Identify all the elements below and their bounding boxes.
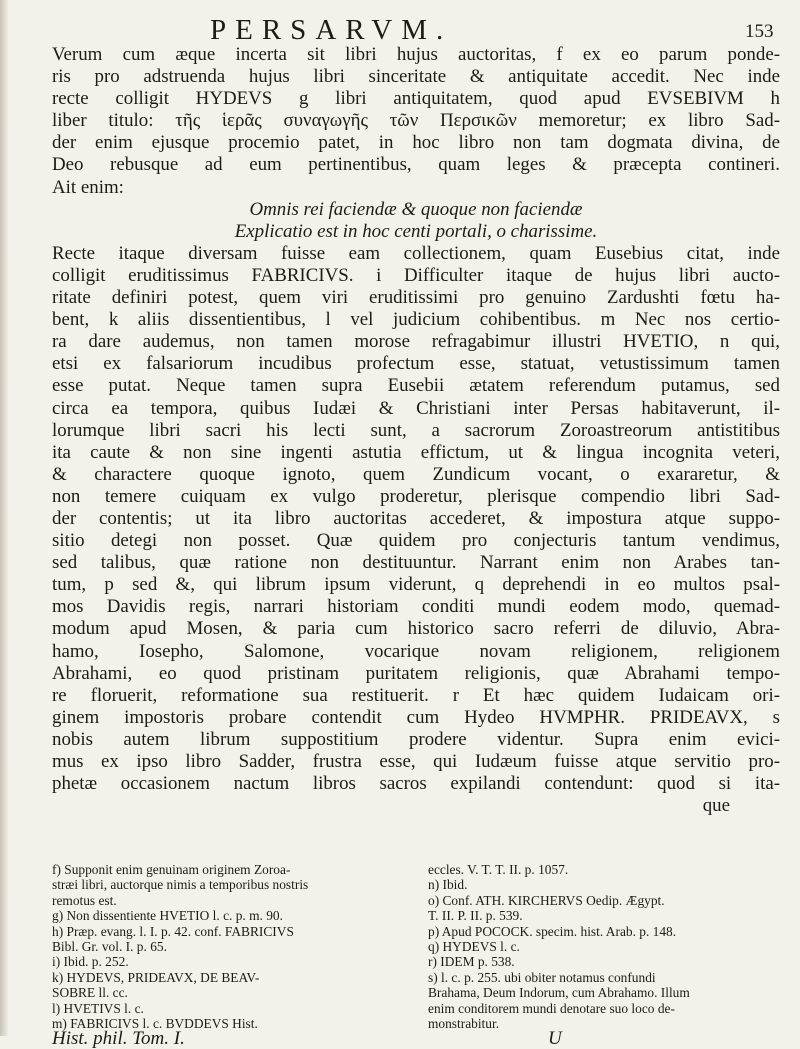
footnote-line: m) FABRICIVS l. c. BVDDEVS Hist.: [52, 1016, 258, 1032]
footnote-line: p) Apud POCOCK. specim. hist. Arab. p. 148.: [428, 923, 677, 939]
text-line: sitio detegi non posset. Quæ quidem pro conjecturis tantum vendimus,: [52, 530, 780, 552]
catchword: que: [702, 795, 730, 817]
text-line: Deo rebusque ad eum pertinentibus, quam leges & præcepta contineri.: [52, 154, 780, 176]
footnote-signature-line: Hist. phil. Tom. I.: [52, 1028, 185, 1049]
footnote-line: l) HVETIVS l. c.: [52, 1000, 144, 1016]
page-header: [0, 6, 800, 46]
text-line: non temere cuiquam ex vulgo proderetur, plerisque compendio libri Sad-: [52, 485, 780, 507]
text-line: tum, p sed &, qui librum ipsum viderunt, q deprehendi in eo multos psal-: [52, 574, 780, 596]
footnote-line: Brahama, Deum Indorum, cum Abrahamo. Illum: [428, 985, 690, 1001]
page-number: 153: [745, 21, 774, 42]
footnote-line: k) HYDEVS, PRIDEAVX, DE BEAV-: [52, 969, 260, 985]
main-text: [52, 44, 780, 817]
footnote-line: monstrabitur.: [428, 1016, 500, 1032]
text-line: Abrahami, eo quod pristinam puritatem religionis, quæ Abrahami tempo-: [52, 662, 780, 684]
footnote-line: Bibl. Gr. vol. I. p. 65.: [52, 939, 167, 955]
quote-line: Omnis rei faciendæ & quoque non faciendæ: [249, 198, 583, 220]
text-line: etsi ex falsariorum incudibus profectum esse, statuat, vetustissimum tamen: [52, 353, 780, 375]
text-line: sed talibus, quæ ratione non destituuntur. Narrant enim non Arabes tan-: [52, 552, 780, 574]
footnote-line: g) Non dissentiente HVETIO l. c. p. m. 90.: [52, 908, 283, 924]
text-line: ris pro adstruenda hujus libri sinceritate & antiquitate accedit. Nec inde: [52, 66, 780, 88]
text-line: lorumque libri sacri his lecti sunt, a sacrorum Zoroastreorum antistitibus: [52, 419, 780, 441]
text-line: ritate definiri potest, quem viri eruditissimi pro genuino Zardushti fœtu ha-: [52, 287, 780, 309]
text-line: re floruerit, reformatione sua restituerit. r Et hæc quidem Iudaicam ori-: [52, 684, 780, 706]
text-line: modum apud Mosen, & paria cum historico sacro referri de diluvio, Abra-: [52, 618, 780, 640]
text-line: esse putat. Neque tamen supra Eusebii ætatem referendum putamus, sed: [52, 375, 780, 397]
text-line: colligit eruditissimus FABRICIVS. i Difficulter itaque de hujus libri aucto-: [52, 264, 780, 286]
text-line: Recte itaque diversam fuisse eam collectionem, quam Eusebius citat, inde: [52, 242, 780, 264]
text-line: & charactere quoque ignoto, quem Zundicum vocant, o exararetur, &: [52, 463, 780, 485]
footnote-line: remotus est.: [52, 892, 117, 908]
footnote-line: enim conditorem mundi denotare suo loco de-: [428, 1000, 675, 1016]
footnote-line: stræi libri, auctorque nimis a temporibus nostris: [52, 877, 309, 893]
text-line: nobis autem librum suppostitium prodere videntur. Supra enim evici-: [52, 728, 780, 750]
text-line: circa ea tempora, quibus Iudæi & Christiani inter Persas habitaverunt, il-: [52, 397, 780, 419]
footnote-line: SOBRE ll. cc.: [52, 985, 128, 1001]
page-gutter-shadow: [0, 0, 8, 1036]
footnote-line: i) Ibid. p. 252.: [52, 954, 129, 970]
text-line: mos Davidis regis, narrari historiam conditi mundi eodem modo, quemad-: [52, 596, 780, 618]
text-line: Verum cum æque incerta sit libri hujus auctoritas, f ex eo parum ponde-: [52, 44, 780, 65]
signature-mark: U: [548, 1028, 562, 1049]
footnote-line: r) IDEM p. 538.: [428, 954, 515, 970]
text-line: ra dare audemus, non tamen morose refragabimur illustri HVETIO, n qui,: [52, 331, 780, 353]
text-line: liber titulo: τῆς ἱερᾶς συναγωγῆς τῶν Περσικῶν memoretur; ex libro Sad-: [52, 110, 780, 132]
footnote-line: T. II. P. II. p. 539.: [428, 908, 523, 924]
text-line: mus ex ipso libro Sadder, frustra esse, qui Iudæum fuisse atque servitio pro-: [52, 751, 780, 772]
running-head: PERSARVM.: [210, 14, 453, 46]
text-line: bent, k aliis dissentientibus, l vel judicium cohibentibus. m Nec nos certio-: [52, 309, 780, 331]
footnote-line: o) Conf. ATH. KIRCHERVS Oedip. Ægypt.: [428, 892, 665, 908]
footnote-line: eccles. V. T. T. II. p. 1057.: [428, 862, 569, 877]
text-line: phetæ occasionem nactum libros sacros expilandi contendunt: quod si ita-: [52, 773, 780, 795]
text-line: recte colligit HYDEVS g libri antiquitatem, quod apud EVSEBIVM h: [52, 88, 780, 110]
text-line: ginem impostoris probare contendit cum Hydeo HVMPHR. PRIDEAVX, s: [52, 706, 780, 728]
text-line: ita caute & non sine ingenti astutia effictum, ut & lingua incognita veteri,: [52, 441, 780, 463]
text-line: der contentis; ut ita libro auctoritas accederet, & impostura atque suppo-: [52, 507, 780, 529]
text-line: der enim ejusque procemio patet, in hoc libro non tam dogmata divina, de: [52, 132, 780, 154]
text-line: hamo, Iosepho, Salomone, vocarique novam religionem, religionem: [52, 640, 780, 662]
footnotes-right-column: [428, 862, 778, 1047]
footnote-line: q) HYDEVS l. c.: [428, 939, 520, 955]
quote-line: Explicatio est in hoc centi portali, o charissime.: [234, 220, 598, 242]
footnotes-left-column: [52, 862, 402, 1047]
footnote-line: h) Præp. evang. l. I. p. 42. conf. FABRICIVS: [52, 923, 294, 939]
footnote-line: n) Ibid.: [428, 877, 468, 893]
footnote-line: s) l. c. p. 255. ubi obiter notamus confundi: [428, 969, 656, 985]
footnote-line: f) Supponit enim genuinam originem Zoroa-: [52, 862, 291, 877]
text-line: Ait enim:: [52, 176, 124, 198]
